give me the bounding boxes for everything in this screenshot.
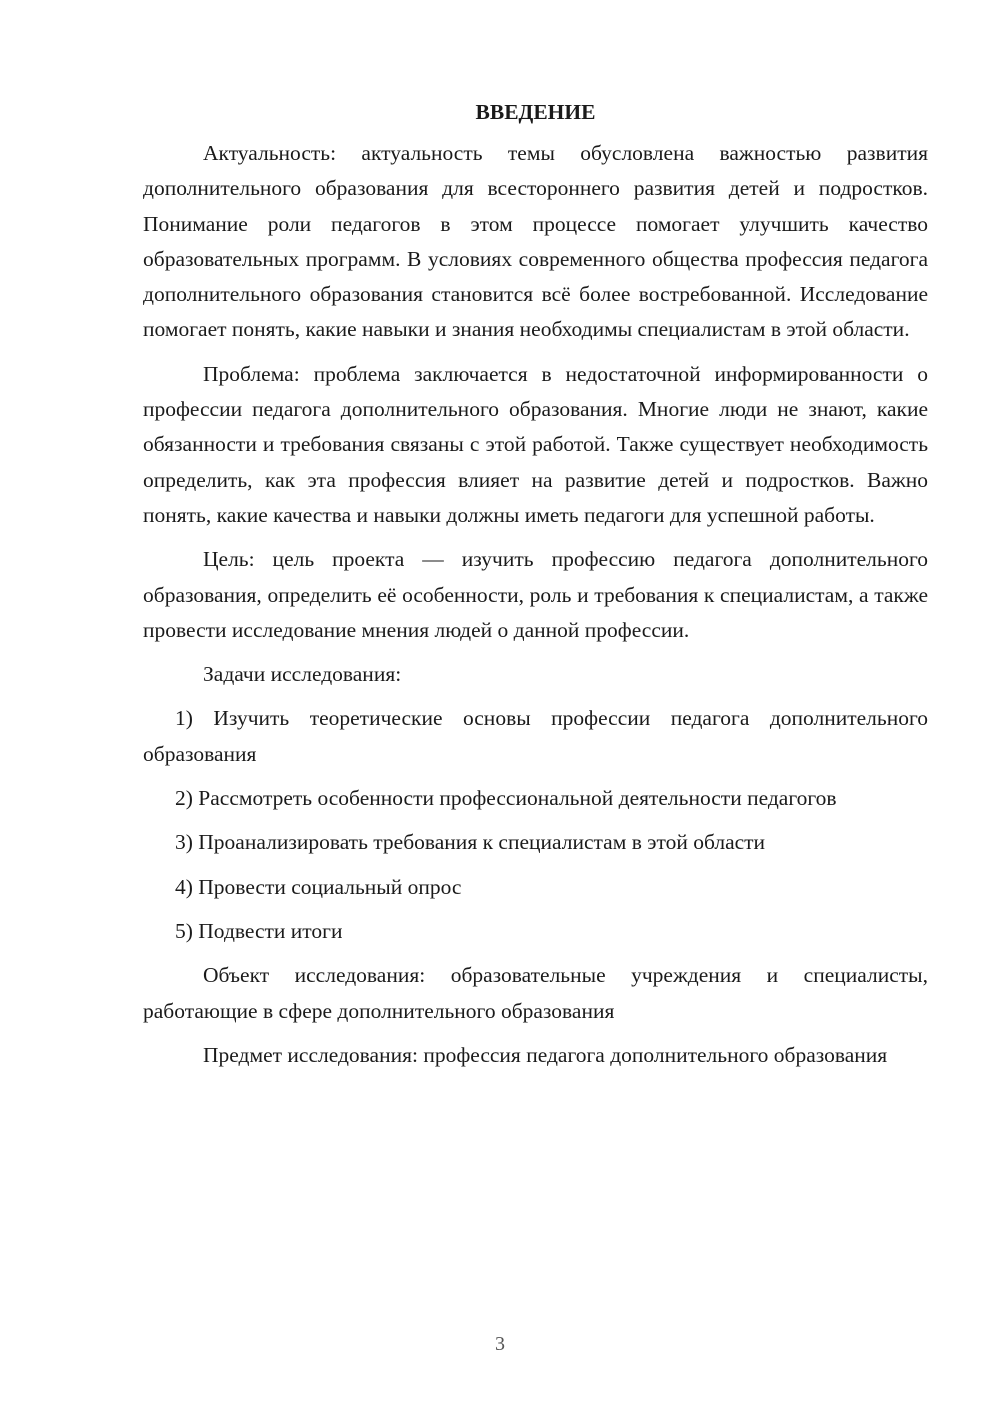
object-paragraph [143, 958, 928, 1029]
object-text: образовательные учреждения и специалисты, работающие в сфере дополнительного образования [143, 963, 929, 1023]
task-item-1: 1) Изучить теоретические основы профессии педагога дополнительного образования [143, 706, 928, 766]
task-item-4: 4) Провести социальный опрос [175, 874, 462, 899]
tasks-heading: Задачи исследования: [203, 662, 402, 687]
goal-paragraph [143, 542, 928, 648]
relevance-paragraph [143, 136, 928, 348]
problem-label: Проблема: [203, 361, 300, 386]
subject-label: Предмет исследования: [203, 1042, 418, 1067]
page-title: ВВЕДЕНИЕ [475, 100, 596, 124]
subject-text: профессия педагога дополнительного образования [417, 1042, 888, 1067]
task-item-2: 2) Рассмотреть особенности профессиональной деятельности педагогов [175, 786, 837, 811]
page-number: 3 [495, 1333, 505, 1355]
problem-text: проблема заключается в недостаточной информированности о профессии педагога дополнительного образования. Многие люди не знают, какие обязанности и требования связаны с этой работой. Также существует необходимость определить, как эта профессия влияет на развитие детей и подростков. Важно понять, какие качества и навыки должны иметь педагоги для успешной работы. [143, 361, 928, 527]
task-item-3: 3) Проанализировать требования к специалистам в этой области [175, 830, 766, 855]
subject-paragraph [143, 1038, 928, 1073]
goal-text: цель проекта — изучить профессию педагога дополнительного образования, определить её особенности, роль и требования к специалистам, а также провести исследование мнения людей о данной профессии. [143, 547, 928, 642]
relevance-text: актуальность темы обусловлена важностью развития дополнительного образования для всестороннего развития детей и подростков. Понимание роли педагогов в этом процессе помогает улучшить качество образовательных программ. В условиях современного общества профессия педагога дополнительного образования становится всё более востребованной. Исследование помогает понять, какие навыки и знания необходимы специалистам в этой области. [143, 141, 928, 342]
task-item-5: 5) Подвести итоги [175, 918, 343, 943]
document-page [143, 96, 928, 1073]
object-label: Объект исследования: [203, 963, 426, 988]
relevance-label: Актуальность: [203, 141, 337, 165]
goal-label: Цель: [203, 547, 255, 572]
problem-paragraph [143, 357, 928, 533]
